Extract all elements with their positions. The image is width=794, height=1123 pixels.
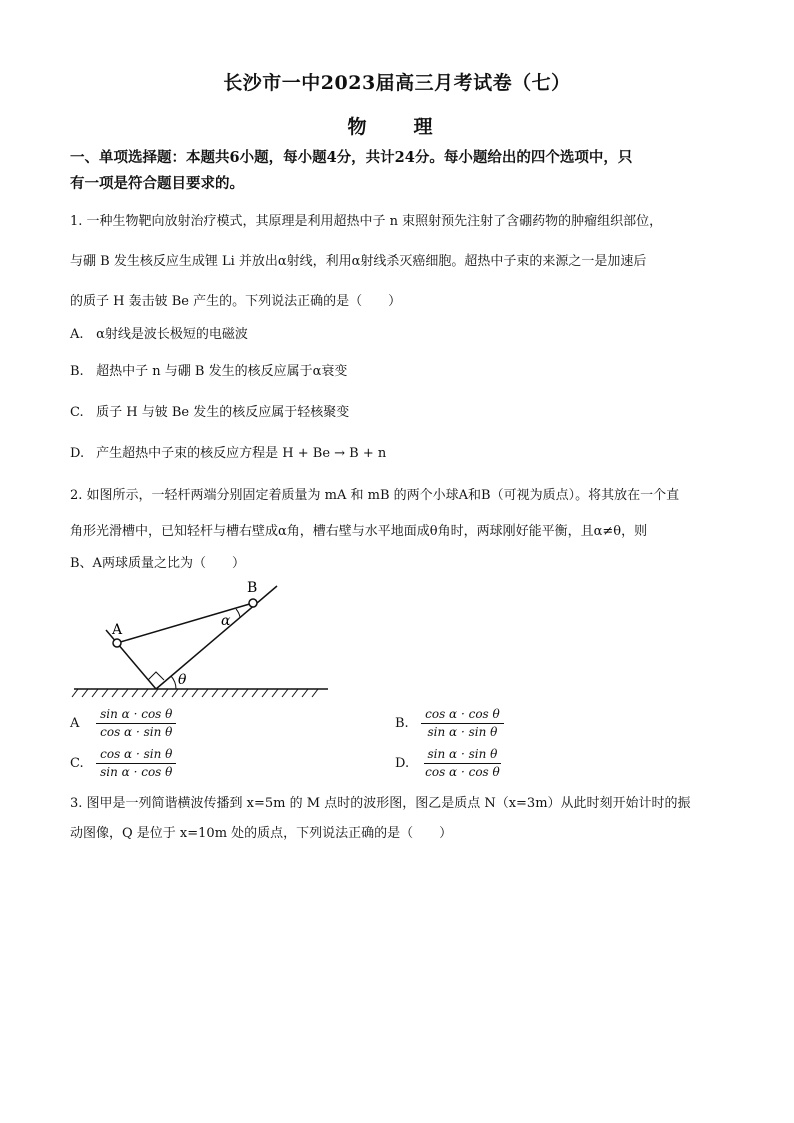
q1-option-d[interactable] (70, 444, 386, 464)
q2-line3: B、A两球质量之比为（ ） (70, 556, 245, 571)
q3-line1: 3. 图甲是一列简谐横波传播到 x=5m 的 M 点时的波形图，图乙是质点 N（x=3m）从此时刻开始计时的振 (70, 796, 691, 811)
q1-option-a[interactable] (70, 325, 248, 345)
option-text: 产生超热中子束的核反应方程是 H + Be → B + n (96, 446, 387, 461)
option-text: 质子 H 与铍 Be 发生的核反应属于轻核聚变 (96, 405, 350, 420)
option-label: C. (70, 756, 84, 771)
q1-option-c[interactable] (70, 403, 349, 423)
q2-option-c[interactable] (70, 746, 176, 781)
ground-hatching (72, 689, 318, 697)
theta-arc (171, 676, 176, 689)
denominator: sin α · cos θ (100, 765, 173, 779)
q2-line1: 2. 如图所示，一轻杆两端分别固定着质量为 mA 和 mB 的两个小球A和B（可视为质点）。将其放在一个直 (70, 488, 680, 503)
option-label: B. (395, 716, 409, 731)
q1-line2: 与硼 B 发生核反应生成锂 Li 并放出α射线，利用α射线杀灭癌细胞。超热中子束的来源之一是加速后 (70, 254, 647, 269)
label-theta: θ (178, 672, 187, 688)
numerator: cos α · cos θ (421, 706, 504, 724)
label-a: A (112, 622, 123, 638)
rod-in-groove-figure (70, 576, 340, 704)
option-label: D. (70, 446, 85, 461)
q2-option-b[interactable] (395, 706, 504, 741)
exam-title: 长沙市一中2023届高三月考试卷（七） (223, 72, 571, 94)
option-label: B. (70, 364, 84, 379)
denominator: cos α · sin θ (100, 725, 173, 739)
option-fraction (96, 746, 176, 781)
option-label: C. (70, 405, 84, 420)
option-fraction (421, 746, 504, 781)
option-label: D. (395, 756, 410, 771)
right-angle-mark (148, 672, 164, 680)
numerator: sin α · sin θ (424, 746, 502, 764)
option-label: A (70, 716, 80, 731)
section-heading-line1: 一、单项选择题：本题共6小题，每小题4分，共计24分。每小题给出的四个选项中，只 (70, 149, 633, 166)
ball-a (113, 639, 121, 647)
q1-option-b[interactable] (70, 362, 347, 382)
q1-line3: 的质子 H 轰击铍 Be 产生的。下列说法正确的是（ ） (70, 294, 402, 309)
q1-line1: 1. 一种生物靶向放射治疗模式，其原理是利用超热中子 n 束照射预先注射了含硼药物的肿瘤组织部位， (70, 214, 663, 229)
option-label: A. (70, 327, 84, 342)
numerator: cos α · sin θ (96, 746, 176, 764)
option-text: α射线是波长极短的电磁波 (96, 327, 248, 342)
groove-right-wall (156, 586, 277, 689)
q2-line2: 角形光滑槽中，已知轻杆与槽右壁成α角，槽右壁与水平地面成θ角时，两球刚好能平衡，且α≠θ，则 (70, 524, 648, 539)
denominator: sin α · sin θ (427, 725, 498, 739)
option-fraction (96, 706, 176, 741)
label-b: B (247, 580, 258, 596)
label-alpha: α (221, 613, 231, 629)
numerator: sin α · cos θ (96, 706, 176, 724)
alpha-arc (236, 609, 240, 617)
q2-option-a[interactable] (70, 706, 176, 741)
q2-option-d[interactable] (395, 746, 504, 781)
option-fraction (421, 706, 504, 741)
q3-line2: 动图像，Q 是位于 x=10m 处的质点，下列说法正确的是（ ） (70, 826, 453, 841)
ball-b (249, 599, 257, 607)
section-heading-line2: 有一项是符合题目要求的。 (70, 175, 244, 192)
subject-title: 物 理 (347, 116, 447, 138)
denominator: cos α · cos θ (425, 765, 500, 779)
option-text: 超热中子 n 与硼 B 发生的核反应属于α衰变 (96, 364, 348, 379)
